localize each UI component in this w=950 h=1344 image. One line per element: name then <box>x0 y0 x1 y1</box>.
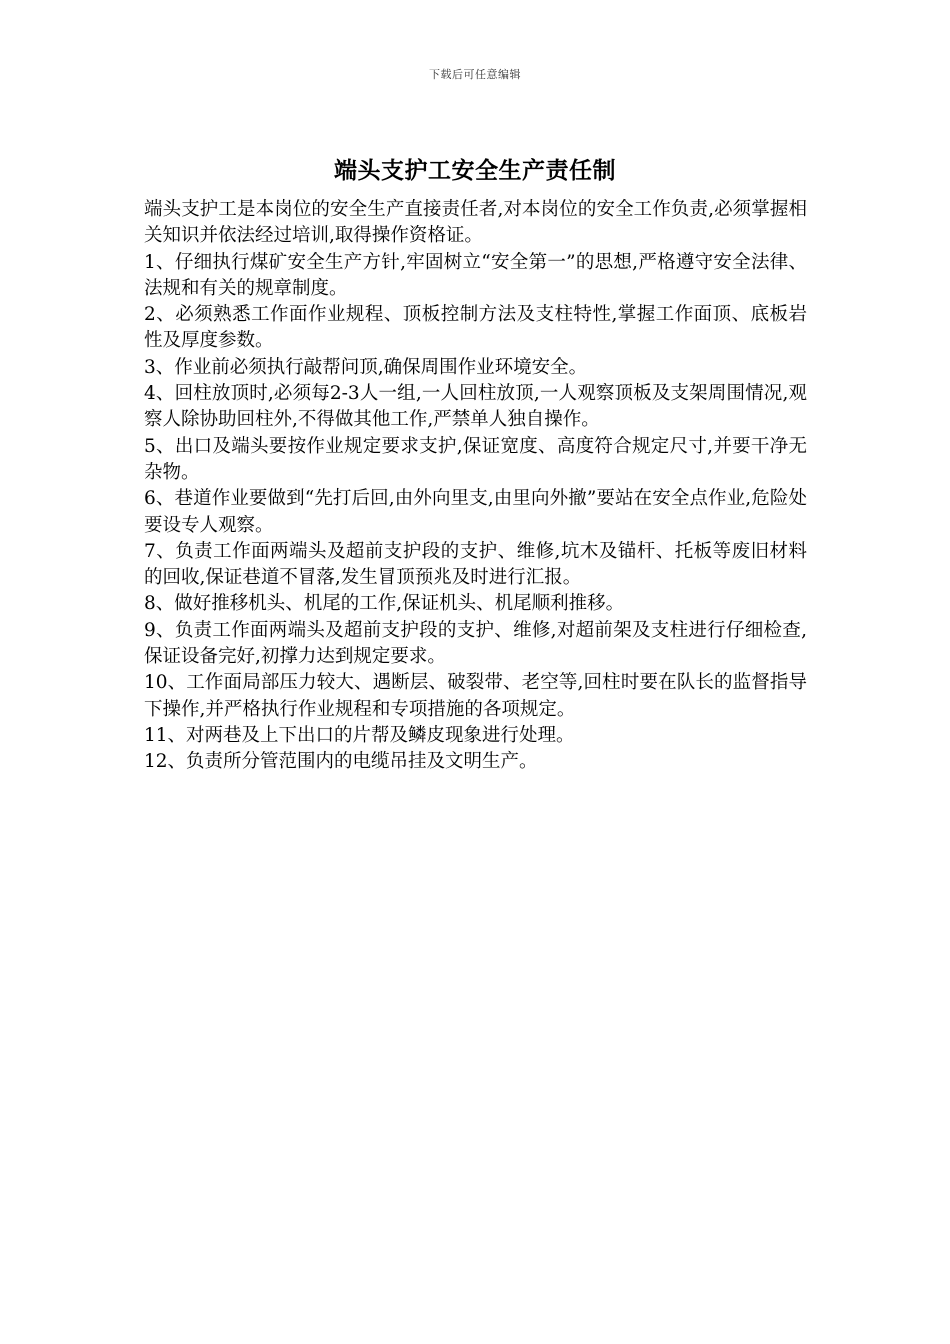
list-item: 3、作业前必须执行敲帮问顶,确保周围作业环境安全。 <box>144 356 588 378</box>
list-item: 7、负责工作面两端头及超前支护段的支护、维修,坑木及锚杆、托板等废旧材料的回收,保证巷道不冒落,发生冒顶预兆及时进行汇报。 <box>144 540 807 589</box>
list-item: 12、负责所分管范围内的电缆吊挂及文明生产。 <box>144 751 538 773</box>
list-item: 9、负责工作面两端头及超前支护段的支护、维修,对超前架及支柱进行仔细检查,保证设备完好,初撑力达到规定要求。 <box>144 619 807 668</box>
document-body <box>144 197 807 776</box>
list-item: 10、工作面局部压力较大、遇断层、破裂带、老空等,回柱时要在队长的监督指导下操作,并严格执行作业规程和专项措施的各项规定。 <box>144 672 807 720</box>
list-item: 4、回柱放顶时,必须每2-3人一组,一人回柱放顶,一人观察顶板及支架周围情况,观察人除协助回柱外,不得做其他工作,严禁单人独自操作。 <box>144 383 807 431</box>
list-item: 6、巷道作业要做到“先打后回,由外向里支,由里向外撤”要站在安全点作业,危险处要设专人观察。 <box>144 488 807 536</box>
list-item: 1、仔细执行煤矿安全生产方针,牢固树立“安全第一”的思想,严格遵守安全法律、法规和有关的规章制度。 <box>144 251 807 299</box>
list-item: 5、出口及端头要按作业规定要求支护,保证宽度、高度符合规定尺寸,并要干净无杂物。 <box>144 435 807 483</box>
document-title: 端头支护工安全生产责任制 <box>334 157 616 184</box>
list-item: 8、做好推移机头、机尾的工作,保证机头、机尾顺利推移。 <box>144 593 625 615</box>
list-item: 11、对两巷及上下出口的片帮及鳞皮现象进行处理。 <box>144 724 575 746</box>
list-item: 2、必须熟悉工作面作业规程、顶板控制方法及支柱特性,掌握工作面顶、底板岩性及厚度参数。 <box>144 304 807 352</box>
intro-paragraph: 端头支护工是本岗位的安全生产直接责任者,对本岗位的安全工作负责,必须掌握相关知识并依法经过培训,取得操作资格证。 <box>144 199 807 247</box>
header-note: 下载后可任意编辑 <box>429 68 521 81</box>
